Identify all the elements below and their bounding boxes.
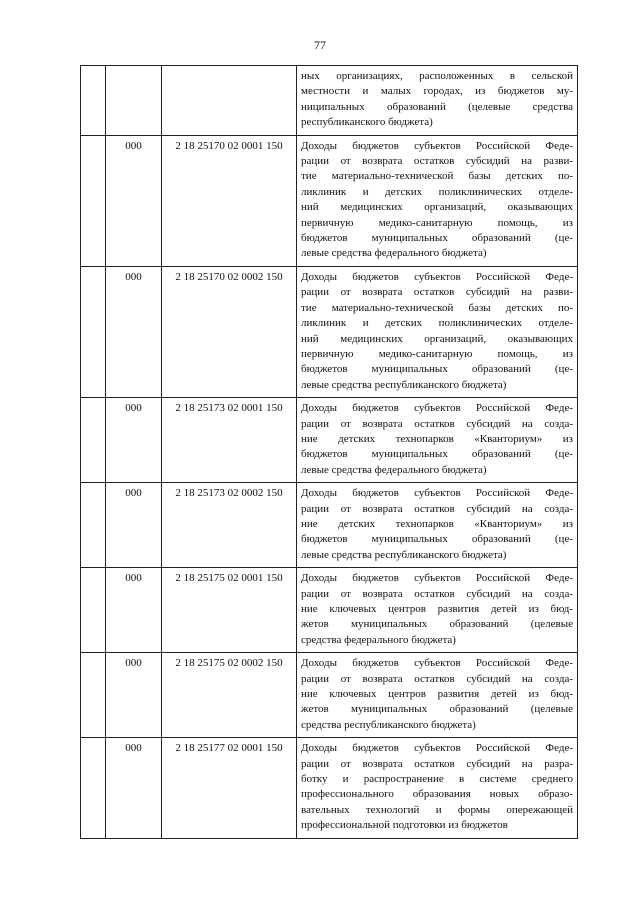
description-cell: [297, 483, 578, 568]
description-line: средства федерального бюджета): [301, 633, 456, 646]
description-line: левые средства республиканского бюджета): [301, 378, 507, 391]
description-line: бюджетов муниципальных образований (це-: [301, 448, 573, 461]
table-row: [81, 568, 578, 653]
description-line: ных организациях, расположенных в сельской: [301, 70, 573, 82]
description-line: рации от возврата остатков субсидий на созда-: [301, 672, 573, 685]
page-number: 77: [314, 38, 326, 52]
description-line: бюджетов муниципальных образований (це-: [301, 232, 573, 245]
description-line: ниципальных образований (целевые средства: [301, 100, 573, 113]
description-line: ние детских технопарков «Кванториум» из: [301, 517, 573, 530]
table-row: [81, 483, 578, 568]
description-cell: [297, 266, 578, 397]
description-line: ботку и распространение в системе среднего: [301, 773, 573, 786]
description-line: профессиональной подготовки из бюджетов: [301, 819, 508, 832]
description-line: первичную медико-санитарную помощь, из: [301, 347, 573, 360]
description-line: тие материально-технической базы детских по-: [301, 301, 573, 314]
admin-code-cell: 000: [106, 266, 162, 397]
description-line: профессионального образования новых образо-: [301, 788, 573, 801]
description-line: Доходы бюджетов субъектов Российской Феде-: [301, 657, 573, 670]
description-line: Доходы бюджетов субъектов Российской Феде-: [301, 270, 573, 283]
description-cell: [297, 398, 578, 483]
admin-code-cell: 000: [106, 653, 162, 738]
empty-cell: [81, 568, 106, 653]
empty-cell: [81, 483, 106, 568]
description-line: ние ключевых центров развития детей из бюд-: [301, 688, 573, 701]
description-line: средства республиканского бюджета): [301, 718, 476, 731]
admin-code-cell: 000: [106, 568, 162, 653]
admin-code-cell: 000: [106, 483, 162, 568]
description-line: ний медицинских организаций, оказывающих: [301, 201, 573, 214]
empty-cell: [81, 66, 106, 136]
description-line: рации от возврата остатков субсидий на созда-: [301, 502, 573, 515]
description-line: вательных технологий и формы опережающей: [301, 803, 573, 816]
empty-cell: [81, 738, 106, 838]
description-line: республиканского бюджета): [301, 116, 433, 129]
table-row: [81, 135, 578, 266]
description-line: ликлиник и детских поликлинических отделе-: [301, 317, 573, 330]
kbk-code-cell: 2 18 25173 02 0001 150: [162, 398, 297, 483]
description-line: жетов муниципальных образований (целевые: [301, 703, 573, 716]
kbk-code-cell: 2 18 25177 02 0001 150: [162, 738, 297, 838]
kbk-code-cell: 2 18 25170 02 0001 150: [162, 135, 297, 266]
admin-code-cell: 000: [106, 135, 162, 266]
description-line: рации от возврата остатков субсидий на разви-: [301, 286, 573, 299]
empty-cell: [81, 398, 106, 483]
description-line: местности и малых городах, из бюджетов му-: [301, 85, 573, 98]
description-line: тие материально-технической базы детских по-: [301, 170, 573, 183]
kbk-code-cell: [162, 66, 297, 136]
description-cell: [297, 135, 578, 266]
table-row: [81, 738, 578, 838]
table-row: [81, 398, 578, 483]
description-line: ний медицинских организаций, оказывающих: [301, 332, 573, 345]
description-line: бюджетов муниципальных образований (це-: [301, 533, 573, 546]
description-line: рации от возврата остатков субсидий на разви-: [301, 155, 573, 168]
description-line: первичную медико-санитарную помощь, из: [301, 216, 573, 229]
revenue-codes-table: [80, 65, 578, 839]
description-line: левые средства республиканского бюджета): [301, 548, 507, 561]
kbk-code-cell: 2 18 25170 02 0002 150: [162, 266, 297, 397]
kbk-code-cell: 2 18 25175 02 0001 150: [162, 568, 297, 653]
description-line: жетов муниципальных образований (целевые: [301, 618, 573, 631]
description-line: ние ключевых центров развития детей из бюд-: [301, 603, 573, 615]
description-line: рации от возврата остатков субсидий на разра-: [301, 757, 573, 770]
table-row: [81, 653, 578, 738]
description-cell: [297, 66, 578, 136]
admin-code-cell: 000: [106, 398, 162, 483]
description-line: Доходы бюджетов субъектов Российской Феде-: [301, 572, 573, 585]
description-line: рации от возврата остатков субсидий на созда-: [301, 417, 573, 430]
description-line: Доходы бюджетов субъектов Российской Феде-: [301, 742, 573, 755]
description-cell: [297, 738, 578, 838]
empty-cell: [81, 266, 106, 397]
admin-code-cell: [106, 66, 162, 136]
description-line: ние детских технопарков «Кванториум» из: [301, 432, 573, 445]
description-line: Доходы бюджетов субъектов Российской Феде-: [301, 402, 573, 415]
description-line: Доходы бюджетов субъектов Российской Феде-: [301, 487, 573, 500]
table-body: [81, 66, 578, 839]
description-line: Доходы бюджетов субъектов Российской Феде-: [301, 139, 573, 152]
kbk-code-cell: 2 18 25175 02 0002 150: [162, 653, 297, 738]
description-line: бюджетов муниципальных образований (це-: [301, 363, 573, 376]
empty-cell: [81, 653, 106, 738]
description-cell: [297, 653, 578, 738]
kbk-code-cell: 2 18 25173 02 0002 150: [162, 483, 297, 568]
description-line: левые средства федерального бюджета): [301, 247, 487, 260]
table-row: [81, 266, 578, 397]
table-row: [81, 66, 578, 136]
description-line: левые средства федерального бюджета): [301, 463, 487, 476]
description-cell: [297, 568, 578, 653]
admin-code-cell: 000: [106, 738, 162, 838]
description-line: ликлиник и детских поликлинических отделе-: [301, 185, 573, 198]
empty-cell: [81, 135, 106, 266]
description-line: рации от возврата остатков субсидий на созда-: [301, 587, 573, 600]
